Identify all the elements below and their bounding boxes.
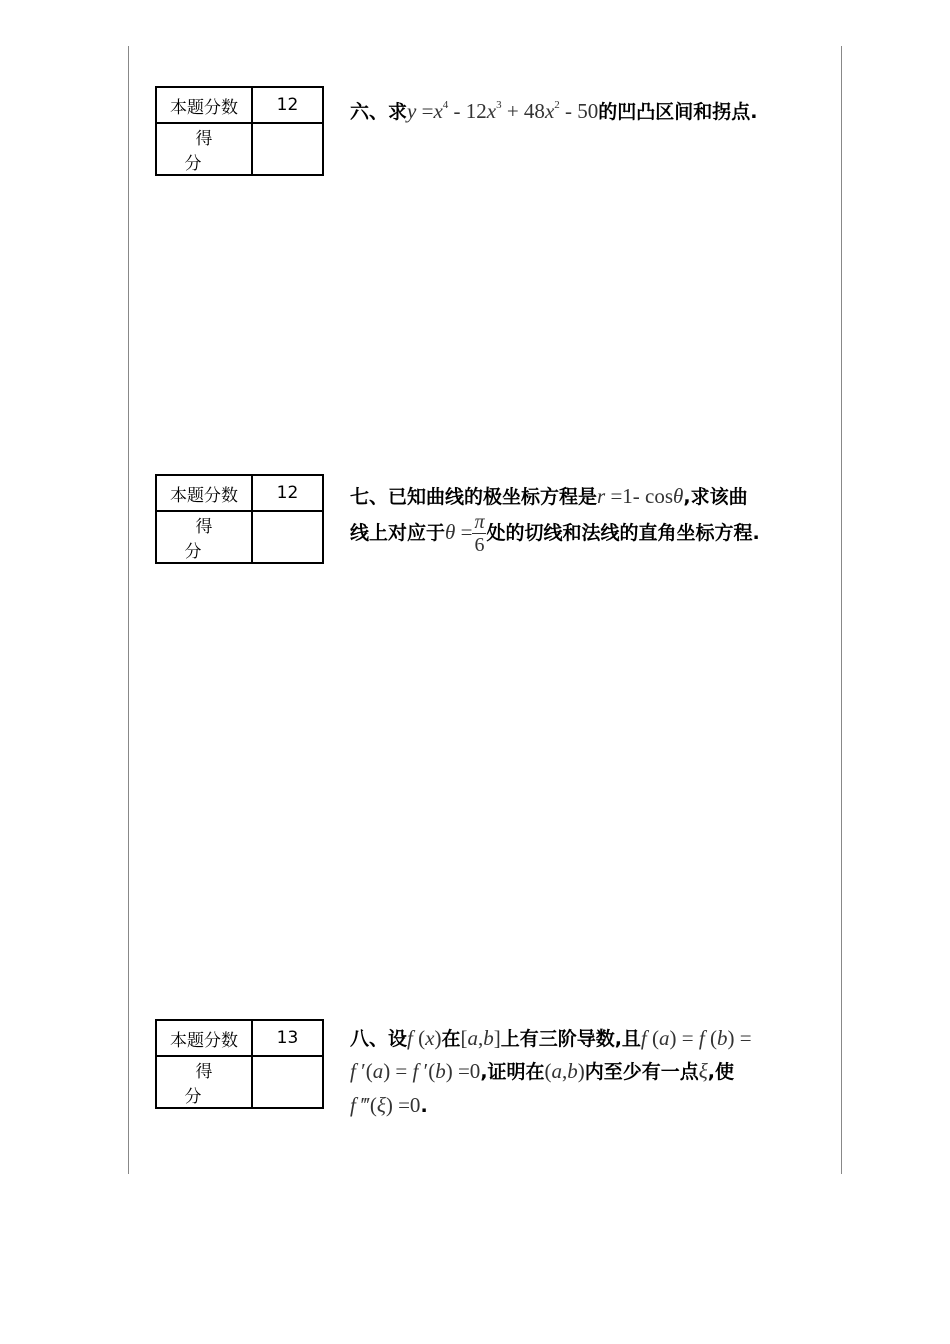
q8-point-text: 内至少有一点 — [584, 1061, 699, 1083]
score-label: 本题分数 — [156, 1020, 252, 1056]
q8-xi: ξ — [698, 1059, 708, 1083]
q7-line2-prefix: 线上对应于 — [350, 522, 446, 544]
question-7-line-2 — [350, 511, 842, 556]
q7-pi-over-6: $\frac{\pi}{6}$ — [474, 511, 485, 556]
question-8-line-3 — [350, 1093, 842, 1118]
got-value-blank — [252, 511, 323, 563]
q8-condition-2: f ′(a) = f ′(b) =0 — [350, 1059, 481, 1083]
got-label: 得分 — [184, 129, 235, 174]
q8-end: . — [420, 1095, 428, 1117]
q7-line1-suffix: ,求该曲 — [683, 486, 748, 508]
q7-polar-equation: r =1- cosθ — [597, 484, 684, 508]
q8-condition-1: f (a) = f (b) = — [640, 1026, 752, 1050]
score-value: 13 — [252, 1020, 323, 1056]
q6-number: 六、求 — [350, 101, 408, 123]
q8-prove-text: ,证明在 — [480, 1061, 545, 1083]
score-value: 12 — [252, 87, 323, 123]
q8-zai: 在 — [441, 1028, 461, 1050]
got-value-blank — [252, 123, 323, 175]
question-7-line-1 — [350, 482, 842, 509]
got-label: 得分 — [184, 1062, 235, 1107]
q8-prefix: 八、设 — [350, 1028, 408, 1050]
q8-deriv-text: 上有三阶导数,且 — [500, 1028, 641, 1050]
q8-make-text: ,使 — [707, 1061, 735, 1083]
q7-line2-suffix: 处的切线和法线的直角坐标方程. — [486, 522, 760, 544]
left-margin-line — [128, 46, 129, 1174]
q8-open-interval: (a,b) — [544, 1059, 585, 1083]
got-value-blank — [252, 1056, 323, 1108]
question-8-line-2 — [350, 1057, 842, 1084]
got-label: 得分 — [184, 517, 235, 562]
q7-line1-prefix: 七、已知曲线的极坐标方程是 — [350, 486, 598, 508]
score-table-q8 — [155, 1019, 324, 1109]
score-table-q6 — [155, 86, 324, 176]
q8-interval: [a,b] — [460, 1026, 501, 1050]
score-value: 12 — [252, 475, 323, 511]
score-label: 本题分数 — [156, 87, 252, 123]
score-table-q7 — [155, 474, 324, 564]
q6-formula: $y =x^4 - 12x^3 + 48x^2 - 50$ — [407, 99, 599, 123]
q8-conclusion: f ‴(ξ) =0 — [350, 1093, 421, 1117]
question-6 — [350, 97, 842, 124]
q7-theta-value: θ = — [445, 520, 473, 544]
right-margin-line — [841, 46, 842, 1174]
question-8-line-1 — [350, 1024, 842, 1051]
score-label: 本题分数 — [156, 475, 252, 511]
q6-suffix: 的凹凸区间和拐点. — [598, 101, 758, 123]
q8-fx: f (x) — [407, 1026, 442, 1050]
